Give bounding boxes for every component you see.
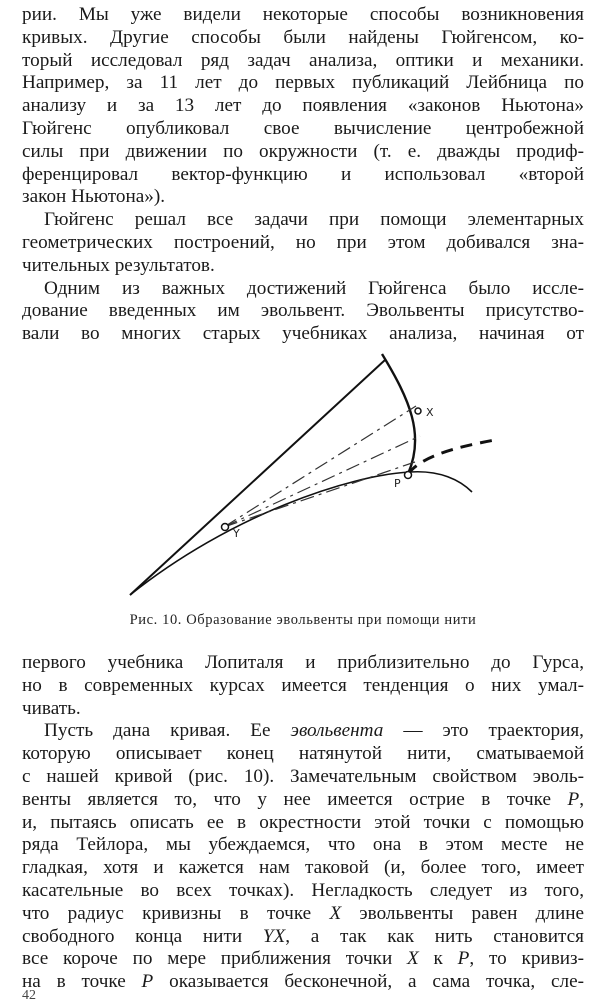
text-line: рии. Мы уже видели некоторые способы возникновения <box>22 4 584 25</box>
text-line <box>22 789 584 812</box>
text-line: чительных результатов. <box>22 254 215 276</box>
text-line: касательные во всех точках). Негладкость следует из того, <box>22 879 584 901</box>
tangent-line <box>130 360 385 595</box>
text-run: на в точке <box>22 971 142 993</box>
label-p: P <box>394 477 401 490</box>
page-number: 42 <box>22 988 36 1003</box>
text-block-bottom <box>22 652 584 994</box>
label-y: Y <box>233 527 240 540</box>
text-run: — это траектория, <box>383 720 584 742</box>
text-line: ряда Тейлора, мы убеждаемся, что она в этом месте не <box>22 834 584 856</box>
text-line: ференцировал вектор-функцию и использовал «второй <box>22 163 584 185</box>
point-x-marker <box>415 408 421 414</box>
text-run: , а так как нить становится <box>285 925 584 947</box>
text-line: кривых. Другие способы были найдены Гюйгенсом, ко- <box>22 26 584 48</box>
text-line: силы при движении по окружности (т. е. дважды продиф- <box>22 140 584 162</box>
text-line: Например, за 11 лет до первых публикаций Лейбница по <box>22 72 584 94</box>
figure-caption: Рис. 10. Образование эвольвенты при помощи нити <box>129 612 477 628</box>
text-line: Одним из важных достижений Гюйгенса было иссле- <box>44 277 584 299</box>
var-p: P <box>567 788 580 810</box>
var-x: X <box>407 948 419 970</box>
text-run: свободного конца нити <box>22 925 263 947</box>
text-line <box>22 926 584 949</box>
text-run: венты является то, что у нее имеется острие в точке <box>22 788 568 810</box>
text-run: Пусть дана кривая. Ее <box>44 720 291 742</box>
term-involute: эвольвента <box>290 720 384 742</box>
var-x: X <box>329 902 342 924</box>
text-line: вали во многих старых учебниках анализа, начиная от <box>22 323 584 345</box>
text-line <box>22 903 584 926</box>
text-line: чивать. <box>22 697 81 719</box>
text-line: торый исследовал ряд задач анализа, оптики и механики. <box>22 49 584 71</box>
text-run: оказывается бесконечной, а сама точка, сле- <box>153 971 584 993</box>
text-line: с нашей кривой (рис. 10). Замечательным свойством эволь- <box>22 765 584 787</box>
text-line: первого учебника Лопиталя и приблизительно до Гурса, <box>22 652 584 673</box>
text-block-top <box>22 4 584 346</box>
involute-figure <box>120 340 520 610</box>
text-line: которую описывает конец натянутой нити, сматываемой <box>22 743 584 765</box>
text-line: анализу и за 13 лет до появления «законов Ньютона» <box>22 95 584 117</box>
text-run: , <box>579 788 584 810</box>
base-curve <box>130 472 472 595</box>
involute-continuation <box>408 440 495 474</box>
text-line: гладкая, хотя и кажется нам таковой (и, более того, имеет <box>22 857 584 879</box>
var-yx: YX <box>262 925 286 947</box>
involute-curve <box>382 354 415 474</box>
text-line <box>22 971 584 994</box>
text-line: закон Ньютона»). <box>22 186 166 208</box>
var-p: P <box>141 971 154 993</box>
text-line: Гюйгенс опубликовал свое вычисление центробежной <box>22 117 584 139</box>
text-run: , то кривиз- <box>469 948 584 970</box>
thread-line-1 <box>224 406 416 527</box>
thread-line-3 <box>224 462 415 527</box>
text-line: геометрических построений, но при этом добивался зна- <box>22 231 584 253</box>
label-x: X <box>426 406 434 419</box>
text-run: к <box>418 948 458 970</box>
text-run: все короче по мере приближения точки <box>22 948 408 970</box>
point-p-marker <box>405 472 412 479</box>
text-line <box>22 720 584 743</box>
text-line: и, пытаясь описать ее в окрестности этой точки с помощью <box>22 811 584 833</box>
text-line: но в современных курсах имеется тенденция о них умал- <box>22 674 584 696</box>
text-line <box>22 948 584 971</box>
text-line: дование введенных им эвольвент. Эвольвенты присутство- <box>22 300 584 322</box>
text-run: эвольвенты равен длине <box>341 902 584 924</box>
text-run: что радиус кривизны в точке <box>22 902 330 924</box>
point-y-marker <box>222 524 229 531</box>
text-line: Гюйгенс решал все задачи при помощи элементарных <box>44 209 584 231</box>
var-p: P <box>457 948 470 970</box>
